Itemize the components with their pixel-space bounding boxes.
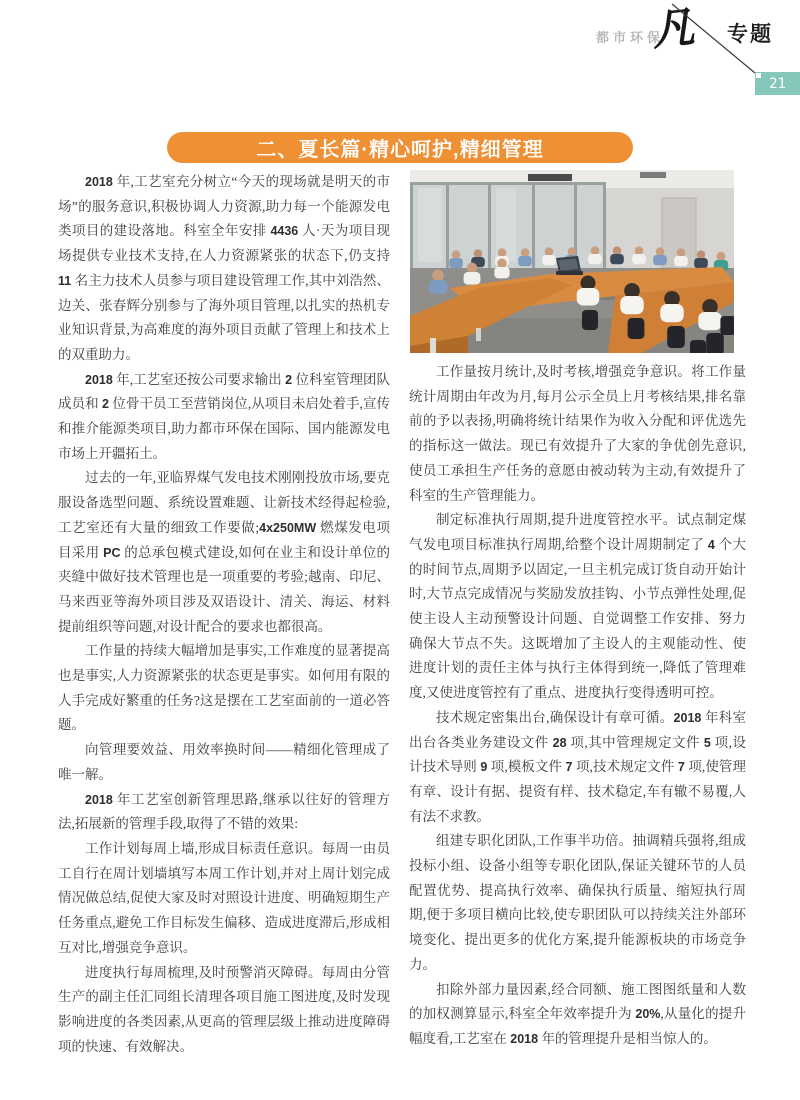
right-text-column [409, 360, 746, 1052]
paragraph: 2018 年工艺室创新管理思路,继承以往好的管理方法,拓展新的管理手段,取得了不错的效果: [58, 791, 390, 832]
paragraph: 工作量按月统计,及时考核,增强竞争意识。将工作量统计周期由年改为月,每月公示全员上月考核结果,排名靠前的予以表扬,明确将统计结果作为收入分配和评优选先的指标这一做法。现已有效提升了大家的争优创先意识,使员工承担生产任务的意愿由被动转为主动,有效提升了科室的生产管理能力。 [409, 364, 746, 503]
paragraph: 进度执行每周梳理,及时预警消灭障碍。每周由分管生产的副主任汇同组长清理各项目施工图进度,及时发现影响进度的各类因素,从更高的管理层级上推动进度障碍项的快速、有效解决。 [58, 964, 390, 1054]
paragraph: 2018 年,工艺室充分树立“今天的现场就是明天的市场”的服务意识,积极协调人力资源,助力每一个能源发电类项目的建设落地。科室全年安排 4436 人·天为项目现场提供专业技术支持,在人力资源紧张的状态下,仍支持 11 名主力技术人员参与项目建设管理工作,其中刘浩然、边关、张春辉分别参与了海外项目管理,以扎实的热机专业知识背景,为高难度的海外项目贡献了管理上和技术上的双重助力。 [58, 174, 391, 362]
meeting-photo [410, 170, 734, 353]
paragraph: 组建专职化团队,工作事半功倍。抽调精兵强将,组成投标小组、设备小组等专职化团队,保证关键环节的人员配置优势、提高执行效率、确保执行质量、缩短执行周期,便于多项目横向比较,使专职团队可以持续关注外部环境变化、提出更多的优化方案,提升能源板块的市场竞争力。 [409, 833, 746, 972]
brand-logo-calligraphy: 凡 [649, 1, 697, 56]
paragraph: 过去的一年,亚临界煤气发电技术刚刚投放市场,要克服设备选型问题、系统设置难题、让新技术经得起检验,工艺室还有大量的细致工作要做;4x250MW 燃煤发电项目采用 PC 的总承包模式建设,如何在业主和设计单位的夹缝中做好技术管理也是一项重要的考验;越南、印尼、马来西亚等海外项目涉及双语设计、清关、海运、材料提前组织等问题,对设计配合的要求也都很高。 [58, 470, 390, 634]
meeting-photo-illustration [410, 170, 734, 353]
section-banner [167, 132, 633, 163]
left-text-column [58, 170, 390, 1059]
page-number-badge [755, 72, 800, 95]
paragraph: 工作计划每周上墙,形成目标责任意识。每周一由员工自行在周计划墙填写本周工作计划,并对上周计划完成情况做总结,促使大家及时对照设计进度、明确短期生产任务重点,避免工作目标发生偏移、造成进度滞后,形成相互对比,增强竞争意识。 [58, 840, 390, 955]
paragraph: 工作量的持续大幅增加是事实,工作难度的显著提高也是事实,人力资源紧张的状态更是事实。如何用有限的人手完成好繁重的任务?这是摆在工艺室面前的一道必答题。 [58, 643, 390, 733]
badge-corner-notch [756, 73, 761, 78]
paragraph: 扣除外部力量因素,经合同额、施工图图纸量和人数的加权测算显示,科室全年效率提升为 20%,从量化的提升幅度看,工艺室在 2018 年的管理提升是相当惊人的。 [409, 981, 747, 1046]
paragraph: 2018 年,工艺室还按公司要求输出 2 位科室管理团队成员和 2 位骨干员工至营销岗位,从项目未启处着手,宣传和推介能源类项目,助力都市环保在国际、国内能源发电市场上开疆拓土。 [58, 371, 391, 461]
paragraph: 制定标准执行周期,提升进度管控水平。试点制定煤气发电项目标准执行周期,给整个设计周期制定了 4 个大的时间节点,周期予以固定,一旦主机完成订货自动开始计时,大节点完成情况与奖励发放挂钩、小节点弹性处理,促使主设人主动预警设计问题、自觉调整工作安排、努力确保大节点不失。这既增加了主设人的主观能动性、使进度计划的责任主体与执行主体得到统一,降低了管理难度,又使进度管控有了重点、进度执行变得透明可控。 [409, 512, 747, 701]
section-label: 专题 [727, 23, 773, 46]
section-banner-title: 二、夏长篇·精心呵护,精细管理 [256, 139, 544, 161]
brand-text: 都市环保 [596, 30, 665, 45]
paragraph: 技术规定密集出台,确保设计有章可循。2018 年科室出台各类业务建设文件 28 项,其中管理规定文件 5 项,设计技术导则 9 项,模板文件 7 项,技术规定文件 7 项,使管理有章、设计有据、提资有样、技术稳定,车有辙不易覆,人有法不求教。 [409, 709, 747, 824]
page-number: 21 [769, 75, 786, 92]
paragraph: 向管理要效益、用效率换时间——精细化管理成了唯一解。 [58, 742, 390, 782]
